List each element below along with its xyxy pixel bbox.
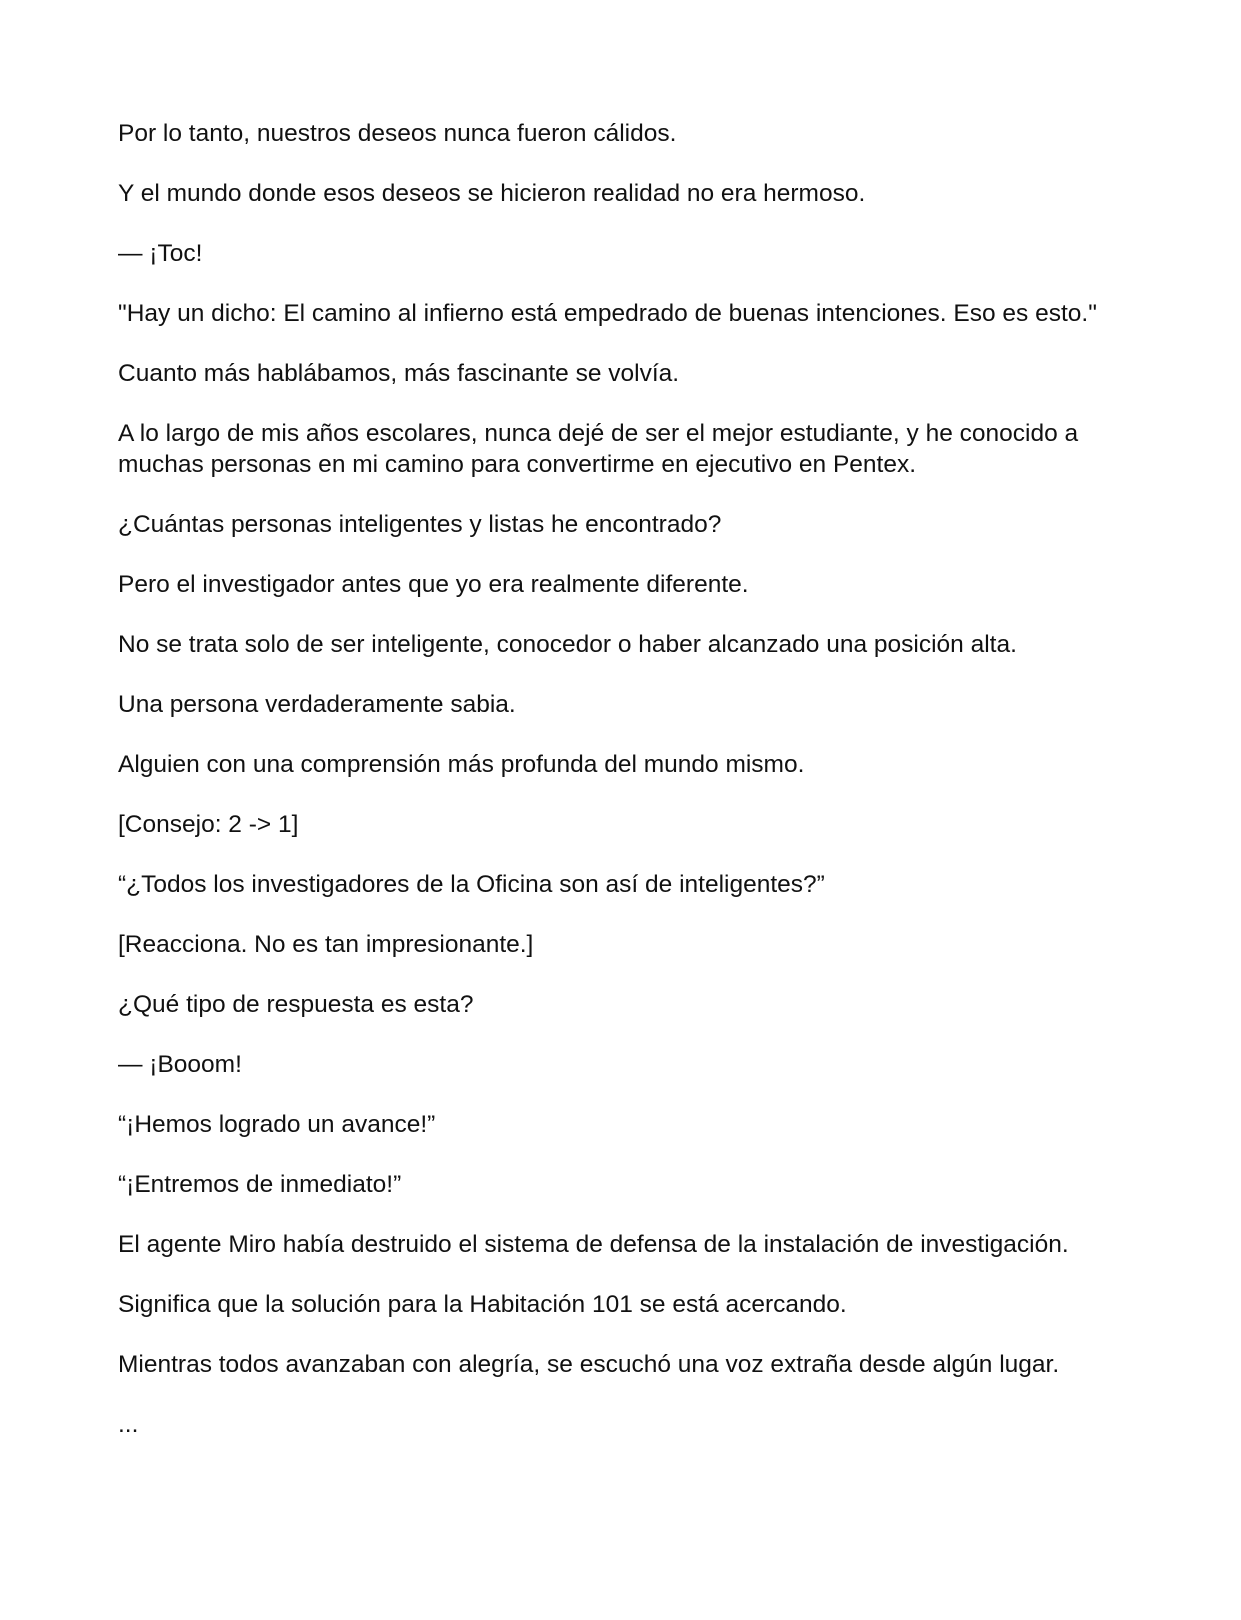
paragraph: Alguien con una comprensión más profunda del mundo mismo. — [118, 751, 805, 778]
paragraph: — ¡Toc! — [118, 240, 203, 267]
paragraph: — ¡Booom! — [118, 1051, 242, 1078]
paragraph: No se trata solo de ser inteligente, conocedor o haber alcanzado una posición alta. — [118, 631, 1017, 658]
document-body — [118, 118, 1128, 1469]
paragraph: “¿Todos los investigadores de la Oficina son así de inteligentes?” — [118, 871, 825, 898]
paragraph: “¡Entremos de inmediato!” — [118, 1171, 402, 1198]
paragraph: ¿Cuántas personas inteligentes y listas he encontrado? — [118, 511, 722, 538]
paragraph: A lo largo de mis años escolares, nunca dejé de ser el mejor estudiante, y he conocido a muchas personas en mi camino para convertirme en ejecutivo en Pentex. — [118, 420, 1079, 478]
paragraph: Mientras todos avanzaban con alegría, se escuchó una voz extraña desde algún lugar. — [118, 1351, 1060, 1378]
paragraph: Pero el investigador antes que yo era realmente diferente. — [118, 571, 749, 598]
paragraph: Una persona verdaderamente sabia. — [118, 691, 516, 718]
paragraph: Por lo tanto, nuestros deseos nunca fueron cálidos. — [118, 120, 677, 147]
paragraph: Cuanto más hablábamos, más fascinante se volvía. — [118, 360, 680, 387]
paragraph: Significa que la solución para la Habitación 101 se está acercando. — [118, 1291, 847, 1318]
paragraph: [Consejo: 2 -> 1] — [118, 811, 299, 838]
paragraph: El agente Miro había destruido el sistema de defensa de la instalación de investigación. — [118, 1231, 1069, 1258]
paragraph: ¿Qué tipo de respuesta es esta? — [118, 991, 474, 1018]
paragraph: ... — [118, 1411, 139, 1438]
paragraph: Y el mundo donde esos deseos se hicieron realidad no era hermoso. — [118, 180, 866, 207]
paragraph: [Reacciona. No es tan impresionante.] — [118, 931, 534, 958]
paragraph: “¡Hemos logrado un avance!” — [118, 1111, 436, 1138]
paragraph: "Hay un dicho: El camino al infierno está empedrado de buenas intenciones. Eso es esto." — [118, 300, 1097, 327]
